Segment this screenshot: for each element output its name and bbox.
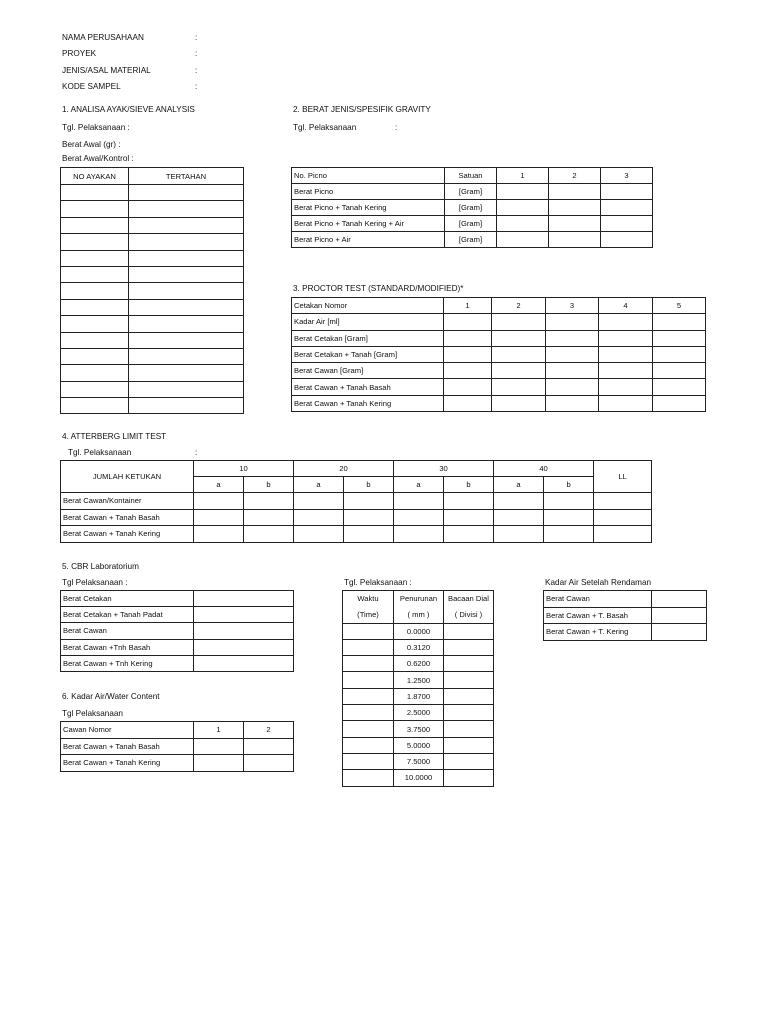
penetration-value: 2.5000 (394, 705, 444, 721)
value-cell[interactable] (244, 526, 294, 543)
material-colon: : (195, 66, 198, 75)
value-cell[interactable] (599, 363, 653, 379)
sieve-cell[interactable] (61, 217, 129, 233)
value-cell[interactable] (599, 330, 653, 346)
value-cell[interactable] (294, 493, 344, 510)
sub-b: b (444, 477, 494, 493)
atterberg-table (60, 460, 652, 543)
value-cell[interactable] (653, 379, 706, 395)
value-cell[interactable] (599, 379, 653, 395)
soak-moisture-table (543, 590, 707, 641)
row-label: Berat Cawan/Kontainer (61, 493, 194, 510)
value-cell[interactable] (497, 200, 549, 216)
penetration-header: Penurunan (394, 591, 444, 607)
value-cell[interactable] (444, 346, 492, 362)
value-cell[interactable] (244, 493, 294, 510)
row-label: Berat Cawan + Tanah Basah (61, 509, 194, 526)
value-cell[interactable] (546, 379, 599, 395)
value-cell[interactable] (544, 526, 594, 543)
value-cell[interactable] (444, 509, 494, 526)
row-label: Berat Cetakan + Tanah Padat (61, 607, 194, 623)
cbr-date-label: Tgl. Pelaksanaan : (344, 578, 412, 587)
time-cell[interactable] (343, 656, 394, 672)
row-label: Berat Cetakan [Gram] (292, 330, 444, 346)
value-cell[interactable] (549, 184, 601, 200)
section4-date-colon: : (195, 448, 198, 457)
section5-date-label: Tgl Pelaksanaan : (62, 578, 128, 587)
value-cell[interactable] (444, 330, 492, 346)
mold-5-header: 5 (653, 298, 706, 314)
retained-cell[interactable] (129, 365, 244, 381)
row-label: Berat Cetakan + Tanah [Gram] (292, 346, 444, 362)
row-label: Berat Cawan + Tanah Kering (61, 755, 194, 772)
value-cell[interactable] (653, 395, 706, 411)
time-cell[interactable] (343, 639, 394, 655)
penetration-value: 7.5000 (394, 753, 444, 769)
sub-a: a (294, 477, 344, 493)
ll-header: LL (594, 461, 652, 493)
time-cell[interactable] (343, 737, 394, 753)
penetration-value: 5.0000 (394, 737, 444, 753)
retained-cell[interactable] (129, 316, 244, 332)
sieve-cell[interactable] (61, 185, 129, 201)
specific-gravity-table (291, 167, 653, 248)
dial-cell[interactable] (444, 753, 494, 769)
value-cell[interactable] (546, 346, 599, 362)
value-cell[interactable] (492, 346, 546, 362)
sieve-cell[interactable] (61, 234, 129, 250)
penetration-value: 0.3120 (394, 639, 444, 655)
sieve-cell[interactable] (61, 381, 129, 397)
dial-cell[interactable] (444, 639, 494, 655)
value-cell[interactable] (344, 509, 394, 526)
retained-col-header: TERTAHAN (129, 168, 244, 185)
value-cell[interactable] (344, 493, 394, 510)
mold-4-header: 4 (599, 298, 653, 314)
dial-cell[interactable] (444, 623, 494, 639)
sample-code-colon: : (195, 82, 198, 91)
value-cell[interactable] (444, 379, 492, 395)
material-label: JENIS/ASAL MATERIAL (62, 66, 151, 75)
section1-date-label: Tgl. Pelaksanaan : (62, 123, 130, 132)
row-label: Berat Cawan + T. Kering (544, 624, 652, 641)
row-label: Berat Picno (292, 184, 445, 200)
value-cell[interactable] (652, 607, 707, 624)
value-cell[interactable] (492, 314, 546, 330)
section2-date-label: Tgl. Pelaksanaan (293, 123, 357, 132)
dish-1-header: 1 (194, 722, 244, 739)
value-cell[interactable] (546, 330, 599, 346)
sub-a: a (394, 477, 444, 493)
value-cell[interactable] (194, 755, 244, 772)
sub-a: a (494, 477, 544, 493)
time-cell[interactable] (343, 770, 394, 786)
time-cell[interactable] (343, 688, 394, 704)
value-cell[interactable] (497, 184, 549, 200)
value-cell[interactable] (601, 200, 653, 216)
penetration-unit: ( mm ) (394, 607, 444, 623)
value-cell[interactable] (194, 738, 244, 755)
value-cell[interactable] (444, 493, 494, 510)
retained-cell[interactable] (129, 348, 244, 364)
value-cell[interactable] (194, 639, 294, 655)
row-unit: [Gram] (445, 184, 497, 200)
sieve-cell[interactable] (61, 365, 129, 381)
row-label: Berat Cawan + Tanah Kering (292, 395, 444, 411)
company-colon: : (195, 33, 198, 42)
section2-date-colon: : (395, 123, 398, 132)
value-cell[interactable] (594, 526, 652, 543)
value-cell[interactable] (497, 216, 549, 232)
penetration-value: 0.0000 (394, 623, 444, 639)
row-label: Berat Cawan (61, 623, 194, 639)
retained-cell[interactable] (129, 185, 244, 201)
value-cell[interactable] (652, 591, 707, 608)
sieve-cell[interactable] (61, 332, 129, 348)
value-cell[interactable] (492, 379, 546, 395)
value-cell[interactable] (194, 591, 294, 607)
row-label: Berat Cawan + T. Basah (544, 607, 652, 624)
row-unit: [Gram] (445, 216, 497, 232)
retained-cell[interactable] (129, 266, 244, 282)
row-label: Berat Cetakan (61, 591, 194, 607)
penetration-value: 1.2500 (394, 672, 444, 688)
trial-1-header: 1 (497, 168, 549, 184)
value-cell[interactable] (492, 395, 546, 411)
mold-2-header: 2 (492, 298, 546, 314)
value-cell[interactable] (546, 363, 599, 379)
value-cell[interactable] (544, 509, 594, 526)
sieve-cell[interactable] (61, 398, 129, 414)
cbr-weight-table (60, 590, 294, 672)
retained-cell[interactable] (129, 283, 244, 299)
value-cell[interactable] (494, 509, 544, 526)
cbr-penetration-table (342, 590, 494, 787)
value-cell[interactable] (492, 330, 546, 346)
soak-moisture-title: Kadar Air Setelah Rendaman (545, 578, 652, 587)
penetration-value: 1.8700 (394, 688, 444, 704)
value-cell[interactable] (601, 232, 653, 248)
sieve-cell[interactable] (61, 348, 129, 364)
dish-number-header: Cawan Nomor (61, 722, 194, 739)
sieve-col-header: NO AYAKAN (61, 168, 129, 185)
section3-title: 3. PROCTOR TEST (STANDARD/MODIFIED)* (293, 284, 464, 293)
value-cell[interactable] (599, 314, 653, 330)
value-cell[interactable] (544, 493, 594, 510)
value-cell[interactable] (194, 493, 244, 510)
dial-cell[interactable] (444, 770, 494, 786)
row-label: Berat Cawan [Gram] (292, 363, 444, 379)
value-cell[interactable] (194, 607, 294, 623)
retained-cell[interactable] (129, 217, 244, 233)
mold-1-header: 1 (444, 298, 492, 314)
sample-code-label: KODE SAMPEL (62, 82, 121, 91)
retained-cell[interactable] (129, 299, 244, 315)
row-label: Berat Cawan + Tanah Basah (292, 379, 444, 395)
row-label: Berat Cawan (544, 591, 652, 608)
value-cell[interactable] (492, 363, 546, 379)
value-cell[interactable] (294, 509, 344, 526)
value-cell[interactable] (294, 526, 344, 543)
value-cell[interactable] (653, 330, 706, 346)
time-cell[interactable] (343, 672, 394, 688)
trial-2-header: 2 (549, 168, 601, 184)
sieve-cell[interactable] (61, 250, 129, 266)
sub-b: b (244, 477, 294, 493)
value-cell[interactable] (494, 493, 544, 510)
section1-control-weight-label: Berat Awal/Kontrol : (62, 154, 134, 163)
value-cell[interactable] (601, 216, 653, 232)
retained-cell[interactable] (129, 250, 244, 266)
time-cell[interactable] (343, 721, 394, 737)
blow-group-30: 30 (394, 461, 494, 477)
blow-count-header: JUMLAH KETUKAN (61, 461, 194, 493)
sieve-cell[interactable] (61, 201, 129, 217)
retained-cell[interactable] (129, 381, 244, 397)
value-cell[interactable] (194, 509, 244, 526)
time-header: Waktu (343, 591, 394, 607)
value-cell[interactable] (444, 314, 492, 330)
row-label: Kadar Air [ml] (292, 314, 444, 330)
sieve-cell[interactable] (61, 316, 129, 332)
value-cell[interactable] (194, 526, 244, 543)
dial-cell[interactable] (444, 688, 494, 704)
sieve-cell[interactable] (61, 299, 129, 315)
sieve-table (60, 167, 244, 414)
mold-3-header: 3 (546, 298, 599, 314)
dish-2-header: 2 (244, 722, 294, 739)
section4-title: 4. ATTERBERG LIMIT TEST (62, 432, 167, 441)
penetration-value: 10.0000 (394, 770, 444, 786)
row-label: Berat Picno + Air (292, 232, 445, 248)
value-cell[interactable] (546, 314, 599, 330)
dial-unit: ( Divisi ) (444, 607, 494, 623)
value-cell[interactable] (444, 395, 492, 411)
trial-3-header: 3 (601, 168, 653, 184)
row-label: Berat Cawan + Tanah Kering (61, 526, 194, 543)
value-cell[interactable] (599, 346, 653, 362)
value-cell[interactable] (549, 200, 601, 216)
water-content-table (60, 721, 294, 772)
sub-a: a (194, 477, 244, 493)
value-cell[interactable] (549, 232, 601, 248)
value-cell[interactable] (599, 395, 653, 411)
section4-date-label: Tgl. Pelaksanaan (68, 448, 132, 457)
blow-group-10: 10 (194, 461, 294, 477)
unit-header: Satuan (445, 168, 497, 184)
time-cell[interactable] (343, 753, 394, 769)
penetration-value: 3.7500 (394, 721, 444, 737)
time-cell[interactable] (343, 623, 394, 639)
time-cell[interactable] (343, 705, 394, 721)
dial-header: Bacaan Dial (444, 591, 494, 607)
penetration-value: 0.6200 (394, 656, 444, 672)
project-label: PROYEK (62, 49, 97, 58)
value-cell[interactable] (494, 526, 544, 543)
section2-title: 2. BERAT JENIS/SPESIFIK GRAVITY (293, 105, 431, 114)
value-cell[interactable] (549, 216, 601, 232)
value-cell[interactable] (601, 184, 653, 200)
value-cell[interactable] (594, 493, 652, 510)
time-unit: (Time) (343, 607, 394, 623)
section1-title: 1. ANALISA AYAK/SIEVE ANALYSIS (62, 105, 195, 114)
value-cell[interactable] (653, 346, 706, 362)
row-unit: [Gram] (445, 232, 497, 248)
row-label: Berat Cawan + Tanah Basah (61, 738, 194, 755)
value-cell[interactable] (653, 363, 706, 379)
value-cell[interactable] (244, 755, 294, 772)
retained-cell[interactable] (129, 398, 244, 414)
project-colon: : (195, 49, 198, 58)
row-label: Berat Cawan +Tnh Basah (61, 639, 194, 655)
value-cell[interactable] (444, 363, 492, 379)
row-label: Berat Picno + Tanah Kering (292, 200, 445, 216)
dial-cell[interactable] (444, 656, 494, 672)
value-cell[interactable] (244, 509, 294, 526)
value-cell[interactable] (344, 526, 394, 543)
value-cell[interactable] (394, 493, 444, 510)
value-cell[interactable] (244, 738, 294, 755)
picno-header: No. Picno (292, 168, 445, 184)
retained-cell[interactable] (129, 201, 244, 217)
sieve-cell[interactable] (61, 266, 129, 282)
sieve-cell[interactable] (61, 283, 129, 299)
dial-cell[interactable] (444, 721, 494, 737)
row-label: Berat Picno + Tanah Kering + Air (292, 216, 445, 232)
value-cell[interactable] (653, 314, 706, 330)
value-cell[interactable] (444, 526, 494, 543)
value-cell[interactable] (194, 655, 294, 671)
blow-group-40: 40 (494, 461, 594, 477)
row-unit: [Gram] (445, 200, 497, 216)
sub-b: b (544, 477, 594, 493)
sub-b: b (344, 477, 394, 493)
company-label: NAMA PERUSAHAAN (62, 33, 144, 42)
row-label: Berat Cawan + Tnh Kering (61, 655, 194, 671)
section6-date-label: Tgl Pelaksanaan (62, 709, 123, 718)
blow-group-20: 20 (294, 461, 394, 477)
dial-cell[interactable] (444, 705, 494, 721)
dial-cell[interactable] (444, 672, 494, 688)
value-cell[interactable] (546, 395, 599, 411)
retained-cell[interactable] (129, 234, 244, 250)
proctor-table (291, 297, 706, 412)
mold-number-header: Cetakan Nomor (292, 298, 444, 314)
section5-title: 5. CBR Laboratorium (62, 562, 139, 571)
dial-cell[interactable] (444, 737, 494, 753)
section6-title: 6. Kadar Air/Water Content (62, 692, 160, 701)
value-cell[interactable] (394, 526, 444, 543)
value-cell[interactable] (497, 232, 549, 248)
retained-cell[interactable] (129, 332, 244, 348)
section1-initial-weight-label: Berat Awal (gr) : (62, 140, 121, 149)
value-cell[interactable] (394, 509, 444, 526)
value-cell[interactable] (652, 624, 707, 641)
value-cell[interactable] (594, 509, 652, 526)
value-cell[interactable] (194, 623, 294, 639)
